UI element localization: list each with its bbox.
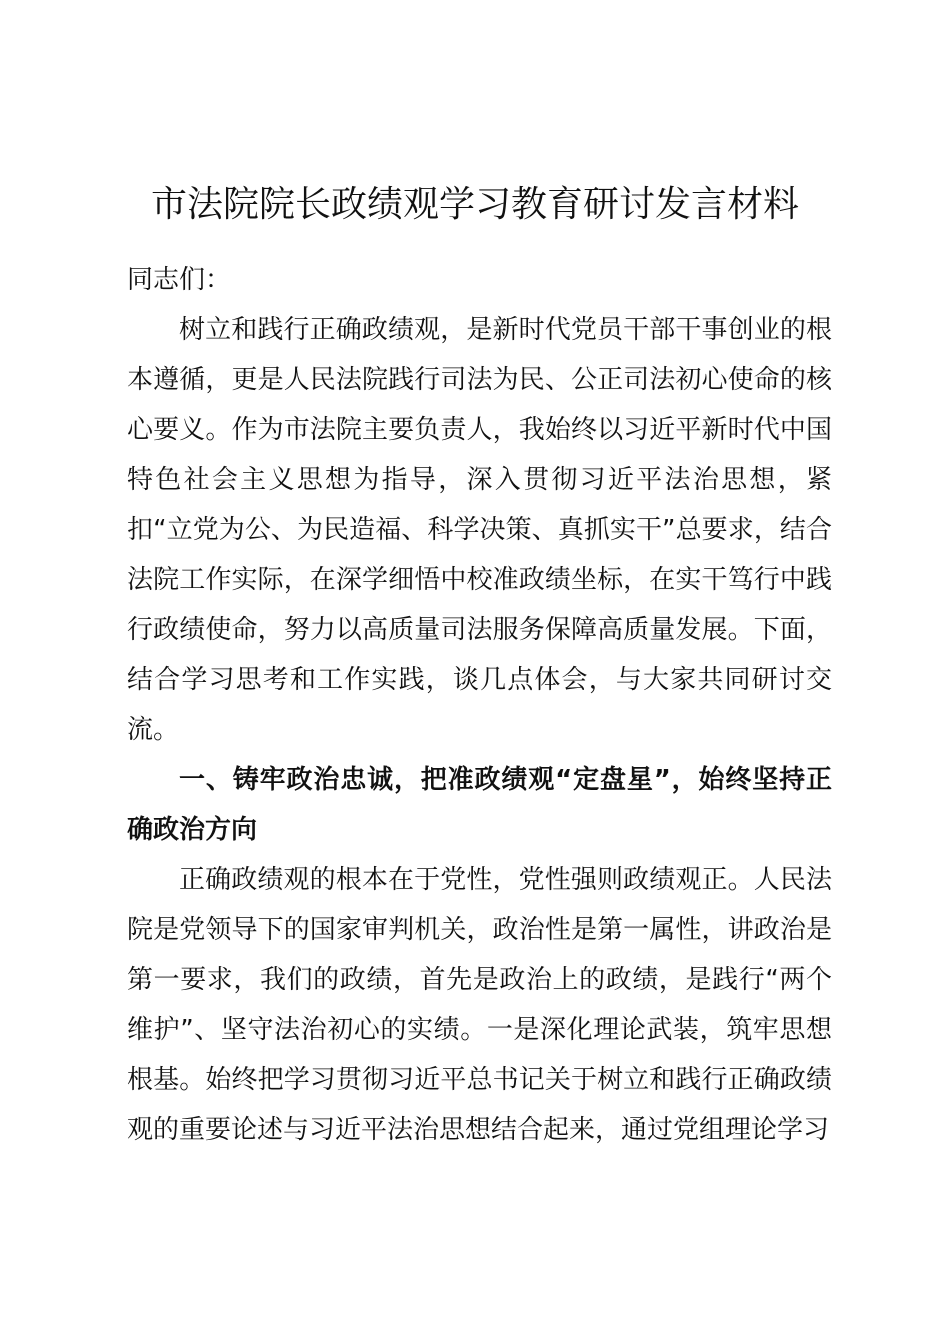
body-paragraph-intro: 树立和践行正确政绩观，是新时代党员干部干事创业的根本遵循，更是人民法院践行司法为民、公正司法初心使命的核心要义。作为市法院主要负责人，我始终以习近平新时代中国特色社会主义思想为指导，深入贯彻习近平法治思想，紧扣“立党为公、为民造福、科学决策、真抓实干”总要求，结合法院工作实际，在深学细悟中校准政绩坐标，在实干笃行中践行政绩使命，努力以高质量司法服务保障高质量发展。下面，结合学习思考和工作实践，谈几点体会，与大家共同研讨交流。	[127, 315, 832, 745]
document-title: 市法院院长政绩观学习教育研讨发言材料	[150, 184, 799, 225]
salutation: 同志们：	[127, 265, 232, 295]
section-heading-one: 一、铸牢政治忠诚，把准政绩观“定盘星”，始终坚持正确政治方向	[127, 765, 832, 845]
body-paragraph-section-one: 正确政绩观的根本在于党性，党性强则政绩观正。人民法院是党领导下的国家审判机关，政治性是第一属性，讲政治是第一要求，我们的政绩，首先是政治上的政绩，是践行“两个维护”、坚守法治初心的实绩。一是深化理论武装，筑牢思想根基。始终把学习贯彻习近平总书记关于树立和践行正确政绩观的重要论述与习近平法治思想结合起来，通过党组理论学习	[127, 865, 832, 1145]
